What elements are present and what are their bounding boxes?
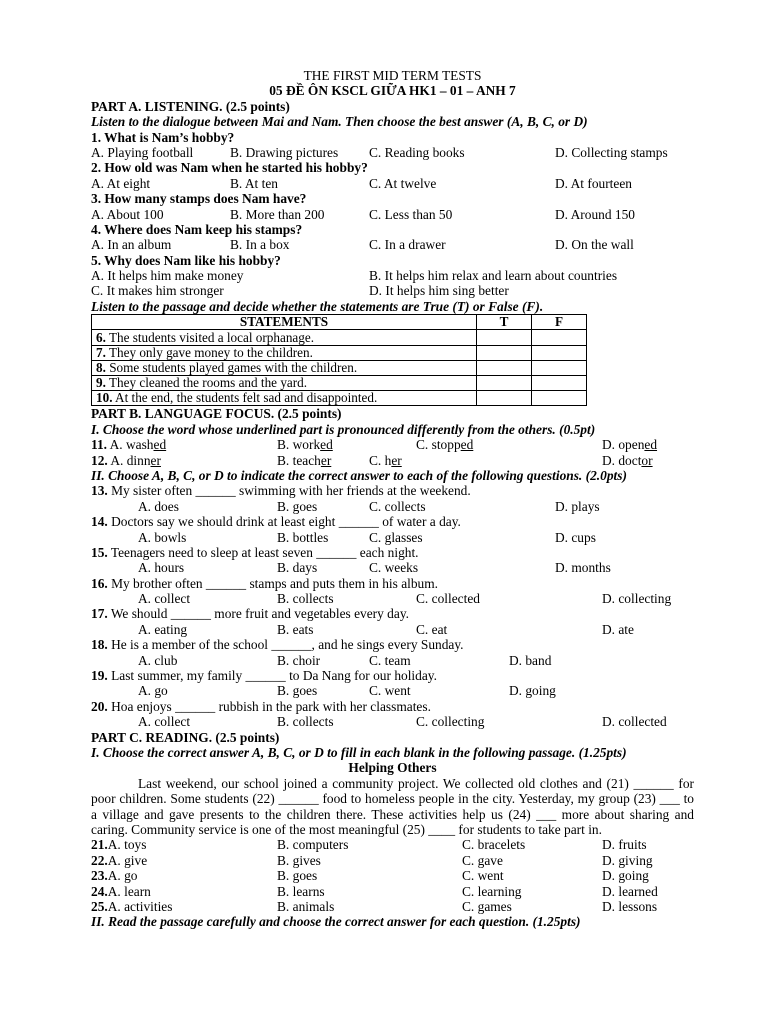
option-b	[277, 453, 331, 468]
question-14	[91, 514, 694, 529]
answer-row-22	[91, 853, 694, 868]
pronunciation-instruction: I. Choose the word whose underlined part is pronounced differently from the others. (0.5pt)	[91, 421, 596, 437]
question-16	[91, 576, 694, 591]
option-text: A. go	[107, 868, 138, 884]
option-c: C. bracelets	[462, 837, 526, 853]
question-4: 4. Where does Nam keep his stamps?	[91, 221, 303, 237]
statement-number: 6.	[96, 329, 106, 345]
statement-text: At the end, the students felt sad and disappointed.	[112, 390, 378, 406]
option-a: A. bowls	[138, 529, 187, 545]
test-subtitle: 05 ĐỀ ÔN KSCL GIỮA HK1 – 01 – ANH 7	[269, 83, 516, 99]
options-20	[91, 714, 694, 729]
option-b: B. goes	[277, 868, 318, 884]
statement-text: They only gave money to the children.	[105, 344, 313, 360]
true-cell[interactable]	[477, 330, 532, 345]
question-17	[91, 606, 694, 621]
option-d: D. learned	[602, 883, 658, 899]
part-b-heading: PART B. LANGUAGE FOCUS. (2.5 points)	[91, 406, 342, 422]
options-5-row2	[91, 283, 694, 298]
option-a	[91, 453, 161, 468]
options-13	[91, 499, 694, 514]
option-a: A. collect	[138, 714, 191, 730]
option-a: A. go	[138, 683, 168, 699]
option-b: B. eats	[277, 621, 314, 637]
true-false-instruction: Listen to the passage and decide whether the statements are True (T) or False (F).	[91, 298, 544, 314]
question-number: 21.	[91, 837, 108, 853]
statement-number: 9.	[96, 375, 106, 391]
question-number: 22.	[91, 852, 108, 868]
underlined-part: er	[320, 452, 332, 468]
option-c: C. It makes him stronger	[91, 283, 224, 299]
option-b: B. collects	[277, 591, 334, 607]
option-d: D. collecting	[602, 591, 672, 607]
grammar-instruction: II. Choose A, B, C, or D to indicate the correct answer to each of the following questions. (2.0pts)	[91, 467, 627, 483]
option-a: A. does	[138, 498, 179, 514]
option-c: C. went	[369, 683, 411, 699]
question-2: 2. How old was Nam when he started his hobby?	[91, 160, 368, 176]
option-c: C. collecting	[416, 714, 485, 730]
underlined-part: ed	[644, 437, 658, 453]
question-text: My sister often ______ swimming with her friends at the weekend.	[107, 483, 471, 499]
option-d: D. band	[509, 652, 552, 668]
question-number: 16.	[91, 575, 108, 591]
word-stem: D. doct	[602, 452, 642, 468]
question-text: We should ______ more fruit and vegetables every day.	[107, 606, 409, 622]
question-19	[91, 668, 694, 683]
options-4	[91, 237, 694, 252]
option-c: C. eat	[416, 621, 448, 637]
column-header: STATEMENTS	[92, 315, 477, 330]
option-b: B. days	[277, 560, 318, 576]
option-a	[91, 437, 166, 452]
statement-cell	[92, 330, 477, 345]
word-stem: C. stopp	[416, 437, 461, 453]
option-c: C. Reading books	[369, 144, 465, 160]
option-a: A. At eight	[91, 175, 151, 191]
table-row	[92, 376, 587, 391]
answer-row-25	[91, 899, 694, 914]
option-c: C. collects	[369, 498, 426, 514]
test-page	[91, 68, 694, 930]
word-stem: A. wash	[107, 437, 154, 453]
question-20	[91, 699, 694, 714]
option-d: D. On the wall	[555, 237, 634, 253]
statement-number: 8.	[96, 359, 106, 375]
word-stem: B. teach	[277, 452, 321, 468]
table-row	[92, 345, 587, 360]
statement-text: They cleaned the rooms and the yard.	[105, 375, 308, 391]
question-text: My brother often ______ stamps and puts them in his album.	[107, 575, 439, 591]
reading-passage	[91, 776, 694, 838]
question-number: 25.	[91, 898, 108, 914]
question-number: 13.	[91, 483, 108, 499]
option-c: C. At twelve	[369, 175, 437, 191]
options-19	[91, 683, 694, 698]
question-3: 3. How many stamps does Nam have?	[91, 191, 307, 207]
option-c	[416, 437, 473, 452]
question-text: Hoa enjoys ______ rubbish in the park with her classmates.	[107, 698, 431, 714]
option-c: C. went	[462, 868, 504, 884]
option-b: B. choir	[277, 652, 321, 668]
options-15	[91, 560, 694, 575]
option-b: B. More than 200	[230, 206, 325, 222]
cloze-instruction: I. Choose the correct answer A, B, C, or D to fill in each blank in the following passage. (1.25pts)	[91, 744, 627, 760]
statement-cell	[92, 391, 477, 406]
question-text: Doctors say we should drink at least eight ______ of water a day.	[107, 514, 461, 530]
table-row	[92, 391, 587, 406]
options-16	[91, 591, 694, 606]
option-a	[91, 884, 151, 899]
option-a	[91, 868, 138, 883]
option-b: B. collects	[277, 714, 334, 730]
statement-cell	[92, 376, 477, 391]
true-cell[interactable]	[477, 376, 532, 391]
answer-row-21	[91, 837, 694, 852]
option-d: D. At fourteen	[555, 175, 632, 191]
question-number: 18.	[91, 637, 108, 653]
true-cell[interactable]	[477, 391, 532, 406]
option-c: C. games	[462, 898, 512, 914]
underlined-part: er	[391, 452, 402, 468]
option-d: D. collected	[602, 714, 667, 730]
option-a: A. Playing football	[91, 144, 194, 160]
false-cell[interactable]	[532, 391, 587, 406]
option-a: A. In an album	[91, 237, 172, 253]
statement-text: The students visited a local orphanage.	[105, 329, 315, 345]
question-5: 5. Why does Nam like his hobby?	[91, 252, 281, 268]
passage-text: Last weekend, our school joined a community project. We collected old clothes and (21) ______ for poor children. Some students (22) ______ food to homeless people in the city. Yesterday, my group (23) ___ to a village and gave presents to the children there. These activities help us (24) ___ more about sharing and caring. Community service is one of the most meaningful (25) ____ for students to take part in.	[91, 775, 694, 837]
option-d	[602, 437, 657, 452]
pronunciation-11	[91, 437, 694, 452]
option-d: D. giving	[602, 852, 653, 868]
option-d: D. months	[555, 560, 611, 576]
option-d: D. going	[509, 683, 556, 699]
question-number: 14.	[91, 514, 108, 530]
option-b: B. computers	[277, 837, 349, 853]
underlined-part: ed	[320, 437, 333, 453]
pronunciation-12	[91, 453, 694, 468]
option-a	[91, 899, 172, 914]
option-d: D. fruits	[602, 837, 647, 853]
question-number: 11.	[91, 437, 107, 453]
underlined-part: ed	[460, 437, 474, 453]
question-number: 20.	[91, 698, 108, 714]
question-text: He is a member of the school ______, and he sings every Sunday.	[107, 637, 464, 653]
option-d: D. It helps him sing better	[369, 283, 509, 299]
part-c-heading: PART C. READING. (2.5 points)	[91, 729, 280, 745]
option-d: D. lessons	[602, 898, 658, 914]
question-number: 19.	[91, 668, 108, 684]
table-header-row	[92, 315, 587, 330]
question-number: 24.	[91, 883, 108, 899]
column-header: F	[532, 315, 587, 330]
statement-cell	[92, 360, 477, 375]
part-a-instruction: Listen to the dialogue between Mai and Nam. Then choose the best answer (A, B, C, or D)	[91, 114, 588, 130]
passage-title: Helping Others	[348, 760, 437, 776]
option-d: D. Collecting stamps	[555, 144, 668, 160]
underlined-part: ed	[153, 437, 167, 453]
option-b: B. goes	[277, 683, 318, 699]
option-b: B. learns	[277, 883, 325, 899]
question-18	[91, 637, 694, 652]
option-d	[602, 453, 653, 468]
option-d: D. Around 150	[555, 206, 635, 222]
option-a: A. collect	[138, 591, 191, 607]
true-cell[interactable]	[477, 360, 532, 375]
option-b: B. In a box	[230, 237, 290, 253]
option-b: B. animals	[277, 898, 335, 914]
question-text: Teenagers need to sleep at least seven ______ each night.	[107, 544, 419, 560]
option-b: B. bottles	[277, 529, 329, 545]
question-number: 17.	[91, 606, 108, 622]
option-c: C. learning	[462, 883, 522, 899]
option-b: B. At ten	[230, 175, 278, 191]
reading-instruction-2: II. Read the passage carefully and choose the correct answer for each question. (1.25pts)	[91, 914, 581, 930]
test-title: THE FIRST MID TERM TESTS	[303, 68, 482, 83]
true-cell[interactable]	[477, 345, 532, 360]
options-3	[91, 207, 694, 222]
table-row	[92, 330, 587, 345]
option-d: D. going	[602, 868, 649, 884]
option-d: D. plays	[555, 498, 600, 514]
word-stem: B. work	[277, 437, 321, 453]
option-a: A. It helps him make money	[91, 268, 244, 284]
option-a	[91, 837, 146, 852]
word-stem: D. open	[602, 437, 645, 453]
option-b: B. Drawing pictures	[230, 144, 339, 160]
options-1	[91, 145, 694, 160]
question-number: 12.	[91, 452, 108, 468]
false-cell[interactable]	[532, 330, 587, 345]
options-5-row1	[91, 268, 694, 283]
column-header: T	[477, 315, 532, 330]
question-text: Last summer, my family ______ to Da Nang for our holiday.	[107, 668, 437, 684]
option-b: B. gives	[277, 852, 321, 868]
false-cell[interactable]	[532, 376, 587, 391]
question-15	[91, 545, 694, 560]
false-cell[interactable]	[532, 360, 587, 375]
option-c: C. weeks	[369, 560, 419, 576]
option-c: C. team	[369, 652, 411, 668]
options-18	[91, 653, 694, 668]
option-c: C. collected	[416, 591, 480, 607]
option-b: B. goes	[277, 498, 318, 514]
word-stem: C. h	[369, 452, 392, 468]
false-cell[interactable]	[532, 345, 587, 360]
statement-number: 10.	[96, 390, 113, 406]
options-2	[91, 176, 694, 191]
options-14	[91, 530, 694, 545]
option-text: A. give	[107, 852, 148, 868]
word-stem: A. dinn	[107, 452, 151, 468]
option-a: A. hours	[138, 560, 185, 576]
option-c: C. In a drawer	[369, 237, 446, 253]
option-d: D. ate	[602, 621, 634, 637]
question-number: 23.	[91, 868, 108, 884]
statement-number: 7.	[96, 344, 106, 360]
question-number: 15.	[91, 544, 108, 560]
answer-row-24	[91, 884, 694, 899]
underlined-part: or	[641, 452, 653, 468]
option-c: C. glasses	[369, 529, 423, 545]
option-text: A. toys	[107, 837, 147, 853]
question-13	[91, 483, 694, 498]
option-a: A. club	[138, 652, 178, 668]
true-false-table	[91, 314, 587, 406]
option-a	[91, 853, 147, 868]
option-text: A. activities	[107, 898, 173, 914]
options-17	[91, 622, 694, 637]
option-d: D. cups	[555, 529, 596, 545]
option-c	[369, 453, 402, 468]
table-row	[92, 360, 587, 375]
statement-text: Some students played games with the children.	[105, 359, 358, 375]
statement-cell	[92, 345, 477, 360]
option-a: A. About 100	[91, 206, 164, 222]
underlined-part: er	[150, 452, 161, 468]
part-a-heading: PART A. LISTENING. (2.5 points)	[91, 98, 290, 114]
option-c: C. Less than 50	[369, 206, 453, 222]
option-a: A. eating	[138, 621, 188, 637]
option-c: C. gave	[462, 852, 503, 868]
option-b	[277, 437, 333, 452]
answer-row-23	[91, 868, 694, 883]
option-text: A. learn	[107, 883, 151, 899]
question-1: 1. What is Nam’s hobby?	[91, 129, 235, 145]
option-b: B. It helps him relax and learn about countries	[369, 268, 618, 284]
